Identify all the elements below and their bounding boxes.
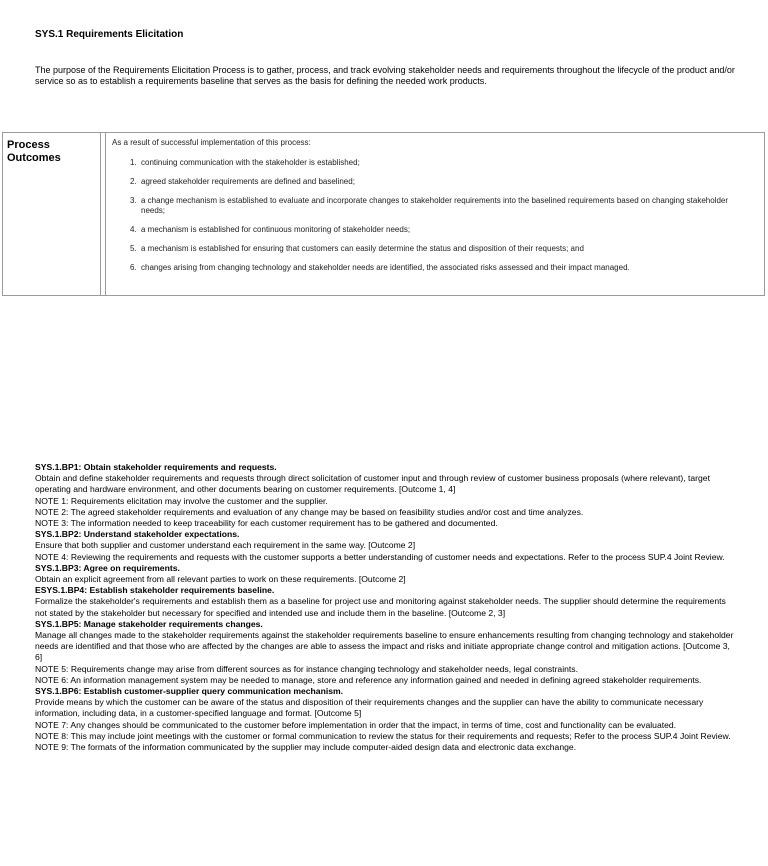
outcome-item xyxy=(130,263,758,273)
outcome-number: 2. xyxy=(130,177,137,186)
base-practices-section xyxy=(35,462,735,753)
outcome-item xyxy=(130,196,758,216)
base-practice-text: Ensure that both supplier and customer understand each requirement in the same way. [Outcome 2] xyxy=(35,540,416,551)
process-outcomes-cell xyxy=(105,133,764,295)
base-practice-heading: SYS.1.BP2: Understand stakeholder expectations. xyxy=(35,529,240,540)
base-practice-text: Formalize the stakeholder's requirements and establish them as a baseline for project use and monitoring against stakeholder needs. The supplier should determine the requirements not stated by the stakeholder but necessary for specified and intended use and include them in the baseline. [Outcome 2, 3] xyxy=(35,596,726,618)
process-outcomes-intro: As a result of successful implementation of this process: xyxy=(112,138,311,147)
outcome-text: changes arising from changing technology and stakeholder needs are identified, the associated risks assessed and their impact managed. xyxy=(141,263,630,272)
outcome-number: 6. xyxy=(130,263,137,272)
base-practice-heading: SYS.1.BP3: Agree on requirements. xyxy=(35,562,180,573)
purpose-paragraph: The purpose of the Requirements Elicitation Process is to gather, process, and track evolving stakeholder needs and requirements throughout the lifecycle of the product and/or service so as to establish a requirements baseline that serves as the basis for defining the needed work products. xyxy=(35,65,735,86)
outcome-item xyxy=(130,244,758,254)
base-practice-note: NOTE 5: Requirements change may arise from different sources as for instance changing technology and stakeholder needs, legal constraints. xyxy=(35,663,578,674)
base-practice-heading: SYS.1.BP6: Establish customer-supplier query communication mechanism. xyxy=(35,686,344,697)
outcome-number: 3. xyxy=(130,196,137,205)
outcome-item xyxy=(130,177,758,187)
base-practice-text: Provide means by which the customer can be aware of the status and disposition of their requirements changes and the supplier can have the ability to communicate necessary information, including data, in a customer-specified language and format. [Outcome 5] xyxy=(35,697,704,719)
base-practice-note: NOTE 2: The agreed stakeholder requirements and evaluation of any change may be based on feasibility studies and/or cost and time analyzes. xyxy=(35,506,584,517)
process-outcomes-table xyxy=(2,132,765,296)
outcome-text: agreed stakeholder requirements are defined and baselined; xyxy=(141,177,355,186)
base-practice-note: NOTE 9: The formats of the information communicated by the supplier may include computer-aided design data and electronic data exchange. xyxy=(35,742,577,753)
outcome-text: a mechanism is established for ensuring that customers can easily determine the status and disposition of their requests; and xyxy=(141,244,584,253)
base-practice-heading: SYS.1.BP1: Obtain stakeholder requirements and requests. xyxy=(35,462,277,472)
process-outcomes-label: Process Outcomes xyxy=(3,133,101,295)
outcome-text: a mechanism is established for continuous monitoring of stakeholder needs; xyxy=(141,225,411,234)
outcome-number: 1. xyxy=(130,158,137,167)
base-practice-heading: ESYS.1.BP4: Establish stakeholder requirements baseline. xyxy=(35,585,275,596)
base-practice-note: NOTE 6: An information management system may be needed to manage, store and reference any information gained and needed in defining agreed stakeholder requirements. xyxy=(35,674,702,685)
outcome-text: continuing communication with the stakeholder is established; xyxy=(141,158,360,167)
outcome-item xyxy=(130,158,758,168)
base-practice-note: NOTE 4: Reviewing the requirements and requests with the customer supports a better understanding of customer needs and expectations. Refer to the process SUP.4 Joint Review. xyxy=(35,551,725,562)
base-practice-heading: SYS.1.BP5: Manage stakeholder requirements changes. xyxy=(35,618,263,629)
outcome-number: 4. xyxy=(130,225,137,234)
outcome-list xyxy=(112,158,758,273)
outcome-text: a change mechanism is established to evaluate and incorporate changes to stakeholder requirements into the baselined requirements based on changing stakeholder needs; xyxy=(141,196,729,215)
base-practice-note: NOTE 7: Any changes should be communicated to the customer before implementation in order that the impact, in terms of time, cost and functionality can be evaluated. xyxy=(35,719,677,730)
base-practice-text: Manage all changes made to the stakeholder requirements against the stakeholder requirements baseline to ensure enhancements resulting from changing technology and stakeholder needs are identified and that those who are affected by the changes are able to assess the impact and risks and initiate appropriate change control and mitigation actions. [Outcome 3, 6] xyxy=(35,630,734,663)
base-practice-note: NOTE 8: This may include joint meetings with the customer or formal communication to review the status for their requirements and requests; Refer to the process SUP.4 Joint Review. xyxy=(35,730,731,741)
base-practice-note: NOTE 3: The information needed to keep traceability for each customer requirement has to be gathered and documented. xyxy=(35,518,498,529)
outcome-item xyxy=(130,225,758,235)
base-practice-text: Obtain and define stakeholder requirements and requests through direct solicitation of customer input and through review of customer business proposals (where relevant), target operating and hardware environment, and other documents bearing on customer requirements. [Outcome 1, 4] xyxy=(35,473,710,495)
base-practice-note: NOTE 1: Requirements elicitation may involve the customer and the supplier. xyxy=(35,495,328,506)
base-practice-text: Obtain an explicit agreement from all relevant parties to work on these requirements. [Outcome 2] xyxy=(35,574,406,585)
outcome-number: 5. xyxy=(130,244,137,253)
page-title: SYS.1 Requirements Elicitation xyxy=(35,29,184,40)
